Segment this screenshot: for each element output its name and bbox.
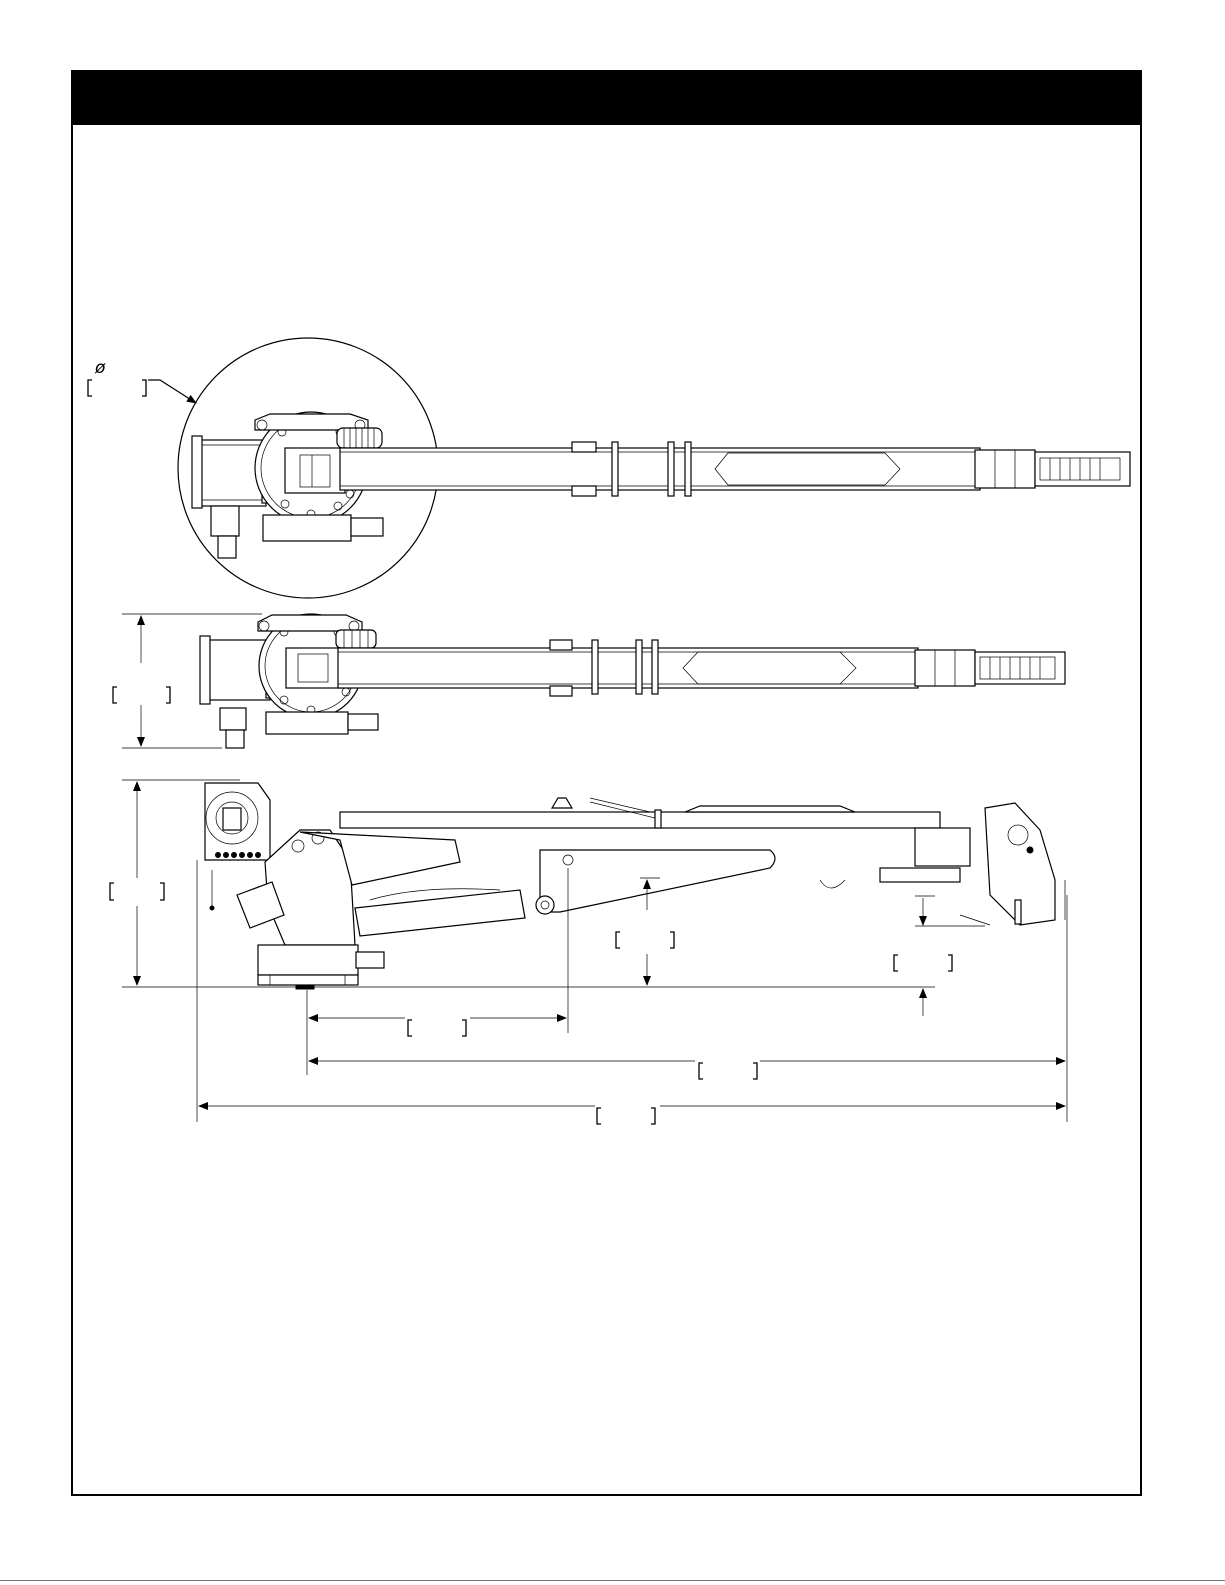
top-view xyxy=(113,614,1065,748)
dim-pin-height-bracket-right xyxy=(670,932,674,948)
dim-tip-clearance-bracket-left xyxy=(894,955,898,971)
top-view-detail xyxy=(88,338,1130,598)
dim-reach-bracket-right xyxy=(753,1063,757,1079)
boom-extension xyxy=(975,450,1035,488)
hydraulic-motor xyxy=(263,515,351,541)
diameter-bracket-right xyxy=(142,380,146,396)
dim-height-bracket-right xyxy=(160,883,164,900)
diameter-bracket-left xyxy=(88,380,92,396)
diameter-symbol: ø xyxy=(95,358,106,378)
bottom-rule xyxy=(0,1580,1225,1581)
dim-reach-bracket-left xyxy=(699,1063,703,1079)
boom-arm xyxy=(540,850,775,912)
dim-overall-bracket-left xyxy=(597,1108,601,1124)
side-view xyxy=(110,780,1067,1124)
dim-pin-reach-bracket-left xyxy=(408,1020,412,1036)
dim-width-bracket-left xyxy=(113,687,117,703)
boom-outer xyxy=(340,448,980,490)
dim-width-bracket-right xyxy=(166,687,170,703)
base-mount xyxy=(258,945,358,975)
dim-overall-bracket-right xyxy=(651,1108,655,1124)
boom-tip xyxy=(1035,452,1130,486)
dim-pin-reach-bracket-right xyxy=(462,1020,466,1036)
diameter-leader xyxy=(148,380,196,403)
dim-height-bracket-left xyxy=(110,883,114,900)
dim-tip-clearance-bracket-right xyxy=(948,955,952,971)
dim-pin-height-bracket-left xyxy=(616,932,620,948)
